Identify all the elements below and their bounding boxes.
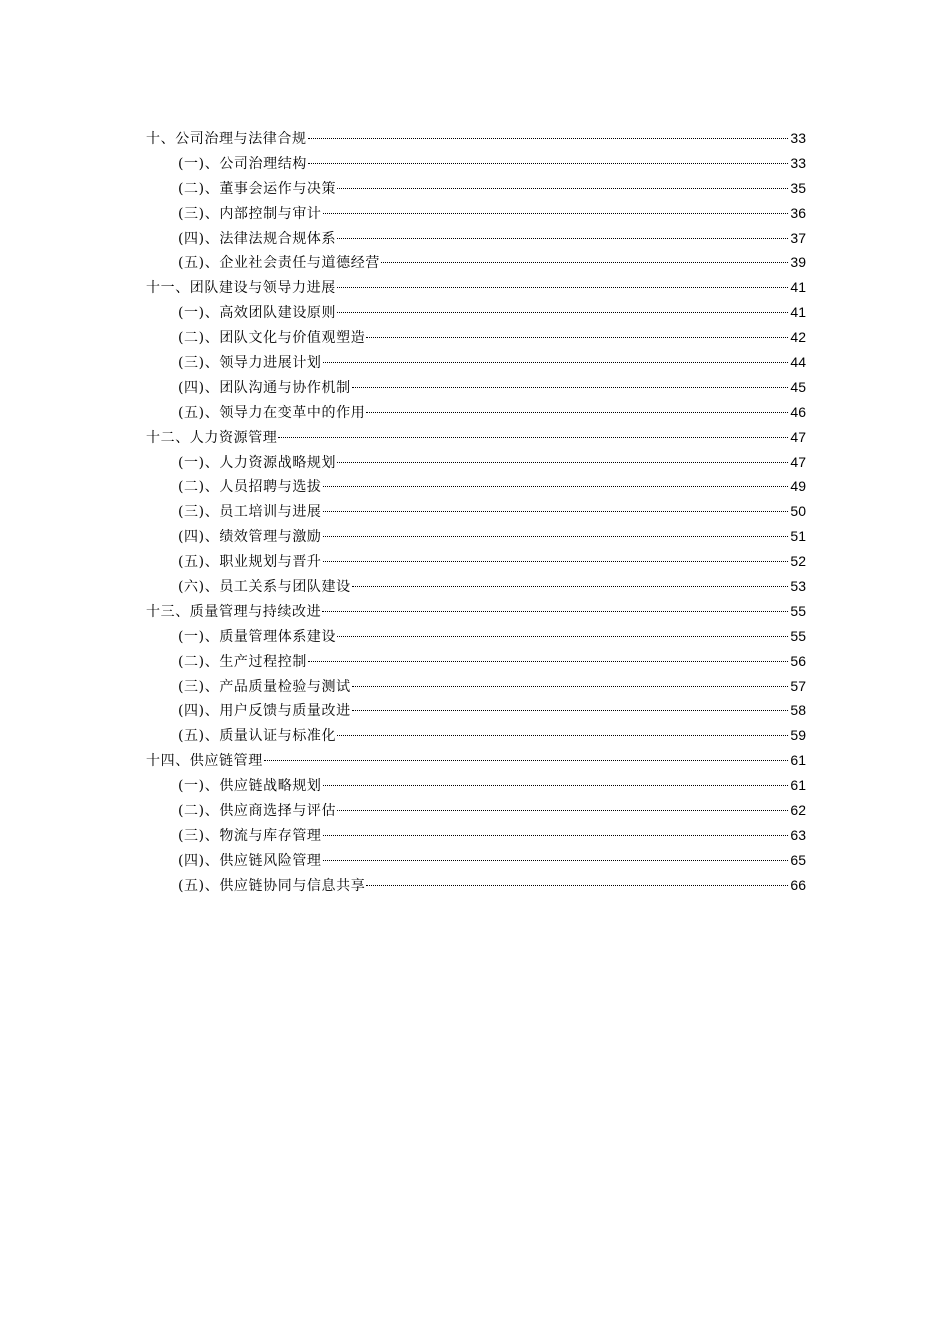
toc-dot-leader (308, 163, 788, 164)
toc-section-entry[interactable] (146, 823, 806, 848)
toc-entry-title: 十四、供应链管理 (146, 753, 263, 770)
toc-section-entry[interactable] (146, 474, 806, 499)
toc-section-entry[interactable] (146, 798, 806, 823)
toc-dot-leader (308, 138, 789, 139)
toc-dot-leader (322, 611, 788, 612)
toc-page-number: 57 (790, 677, 806, 694)
toc-section-entry[interactable] (146, 325, 806, 350)
toc-entry-title: (四)、法律法规合规体系 (178, 230, 337, 247)
toc-page-number: 37 (790, 229, 806, 246)
toc-section-entry[interactable] (146, 674, 806, 699)
toc-page-number: 47 (790, 453, 806, 470)
toc-page-number: 63 (790, 826, 806, 843)
toc-entry-title: (二)、团队文化与价值观塑造 (178, 330, 366, 347)
toc-page-number: 33 (790, 130, 806, 146)
toc-page-number: 33 (790, 154, 806, 171)
toc-section-entry[interactable] (146, 400, 806, 425)
toc-entry-title: (四)、用户反馈与质量改进 (178, 703, 351, 720)
toc-section-entry[interactable] (146, 698, 806, 723)
toc-dot-leader (366, 885, 788, 886)
toc-dot-leader (352, 710, 789, 711)
table-of-contents (146, 126, 806, 898)
toc-section-entry[interactable] (146, 450, 806, 475)
toc-dot-leader (323, 213, 789, 214)
toc-page-number: 58 (790, 702, 806, 719)
toc-section-entry[interactable] (146, 848, 806, 873)
toc-chapter-entry[interactable] (146, 275, 806, 300)
toc-section-entry[interactable] (146, 649, 806, 674)
toc-chapter-entry[interactable] (146, 425, 806, 450)
toc-entry-title: (一)、高效团队建设原则 (178, 305, 337, 322)
toc-page-number: 41 (790, 279, 806, 296)
toc-page-number: 61 (790, 777, 806, 794)
toc-entry-title: (五)、企业社会责任与道德经营 (178, 255, 380, 272)
toc-dot-leader (337, 287, 789, 288)
toc-page-number: 53 (790, 578, 806, 595)
toc-page-number: 41 (790, 304, 806, 321)
toc-page-number: 39 (790, 254, 806, 271)
toc-entry-title: (四)、绩效管理与激励 (178, 529, 322, 546)
toc-dot-leader (323, 785, 789, 786)
toc-section-entry[interactable] (146, 151, 806, 176)
toc-dot-leader (352, 686, 789, 687)
toc-dot-leader (308, 661, 788, 662)
toc-entry-title: (三)、内部控制与审计 (178, 205, 322, 222)
toc-page-number: 62 (790, 802, 806, 819)
toc-chapter-entry[interactable] (146, 599, 806, 624)
toc-entry-title: (五)、供应链协同与信息共享 (178, 877, 366, 894)
toc-dot-leader (264, 760, 789, 761)
toc-dot-leader (323, 536, 789, 537)
toc-dot-leader (337, 636, 788, 637)
toc-entry-title: (三)、员工培训与进展 (178, 504, 322, 521)
toc-section-entry[interactable] (146, 549, 806, 574)
toc-entry-title: 十、公司治理与法律合规 (146, 131, 307, 147)
toc-section-entry[interactable] (146, 499, 806, 524)
toc-page-number: 66 (790, 876, 806, 893)
toc-entry-title: (一)、公司治理结构 (178, 155, 307, 172)
toc-page-number: 51 (790, 528, 806, 545)
toc-page-number: 42 (790, 329, 806, 346)
toc-dot-leader (337, 238, 788, 239)
toc-dot-leader (323, 511, 789, 512)
toc-dot-leader (323, 860, 789, 861)
toc-entry-title: (五)、领导力在变革中的作用 (178, 404, 366, 421)
toc-section-entry[interactable] (146, 574, 806, 599)
toc-section-entry[interactable] (146, 773, 806, 798)
toc-section-entry[interactable] (146, 624, 806, 649)
toc-page-number: 65 (790, 851, 806, 868)
toc-page-number: 56 (790, 652, 806, 669)
toc-page-number: 50 (790, 503, 806, 520)
toc-dot-leader (352, 586, 789, 587)
toc-entry-title: (三)、产品质量检验与测试 (178, 678, 351, 695)
toc-dot-leader (381, 262, 788, 263)
toc-section-entry[interactable] (146, 723, 806, 748)
toc-dot-leader (337, 735, 788, 736)
toc-section-entry[interactable] (146, 201, 806, 226)
toc-entry-title: (二)、供应商选择与评估 (178, 803, 337, 820)
toc-dot-leader (366, 412, 788, 413)
toc-dot-leader (278, 437, 788, 438)
toc-page-number: 61 (790, 752, 806, 769)
toc-entry-title: (五)、职业规划与晋升 (178, 554, 322, 571)
toc-page-number: 55 (790, 627, 806, 644)
toc-dot-leader (337, 462, 788, 463)
toc-dot-leader (323, 561, 789, 562)
toc-page-number: 49 (790, 478, 806, 495)
toc-page-number: 55 (790, 602, 806, 619)
toc-section-entry[interactable] (146, 226, 806, 251)
toc-dot-leader (337, 810, 788, 811)
toc-entry-title: (二)、人员招聘与选拔 (178, 479, 322, 496)
toc-entry-title: (二)、董事会运作与决策 (178, 180, 337, 197)
toc-dot-leader (337, 188, 788, 189)
toc-section-entry[interactable] (146, 524, 806, 549)
toc-entry-title: 十三、质量管理与持续改进 (146, 603, 322, 620)
toc-dot-leader (337, 312, 788, 313)
toc-page-number: 45 (790, 378, 806, 395)
toc-dot-leader (352, 387, 789, 388)
toc-section-entry[interactable] (146, 350, 806, 375)
toc-section-entry[interactable] (146, 250, 806, 275)
toc-chapter-entry[interactable] (146, 126, 806, 151)
toc-dot-leader (366, 337, 788, 338)
toc-entry-title: (一)、质量管理体系建设 (178, 628, 337, 645)
toc-entry-title: (四)、供应链风险管理 (178, 852, 322, 869)
toc-section-entry[interactable] (146, 176, 806, 201)
toc-entry-title: (三)、物流与库存管理 (178, 827, 322, 844)
toc-page-number: 35 (790, 179, 806, 196)
toc-page-number: 36 (790, 204, 806, 221)
toc-entry-title: 十一、团队建设与领导力进展 (146, 280, 336, 297)
toc-entry-title: (六)、员工关系与团队建设 (178, 579, 351, 596)
toc-section-entry[interactable] (146, 873, 806, 898)
toc-entry-title: (二)、生产过程控制 (178, 653, 307, 670)
toc-page-number: 52 (790, 553, 806, 570)
toc-entry-title: (三)、领导力进展计划 (178, 355, 322, 372)
toc-entry-title: 十二、人力资源管理 (146, 429, 278, 446)
toc-page-number: 47 (790, 428, 806, 445)
toc-section-entry[interactable] (146, 375, 806, 400)
toc-page-number: 46 (790, 403, 806, 420)
toc-page-number: 44 (790, 354, 806, 371)
toc-chapter-entry[interactable] (146, 748, 806, 773)
toc-entry-title: (四)、团队沟通与协作机制 (178, 379, 351, 396)
toc-entry-title: (五)、质量认证与标准化 (178, 728, 337, 745)
toc-entry-title: (一)、人力资源战略规划 (178, 454, 337, 471)
toc-entry-title: (一)、供应链战略规划 (178, 778, 322, 795)
toc-dot-leader (323, 835, 789, 836)
toc-dot-leader (323, 362, 789, 363)
toc-section-entry[interactable] (146, 300, 806, 325)
toc-page-number: 59 (790, 727, 806, 744)
toc-dot-leader (323, 486, 789, 487)
